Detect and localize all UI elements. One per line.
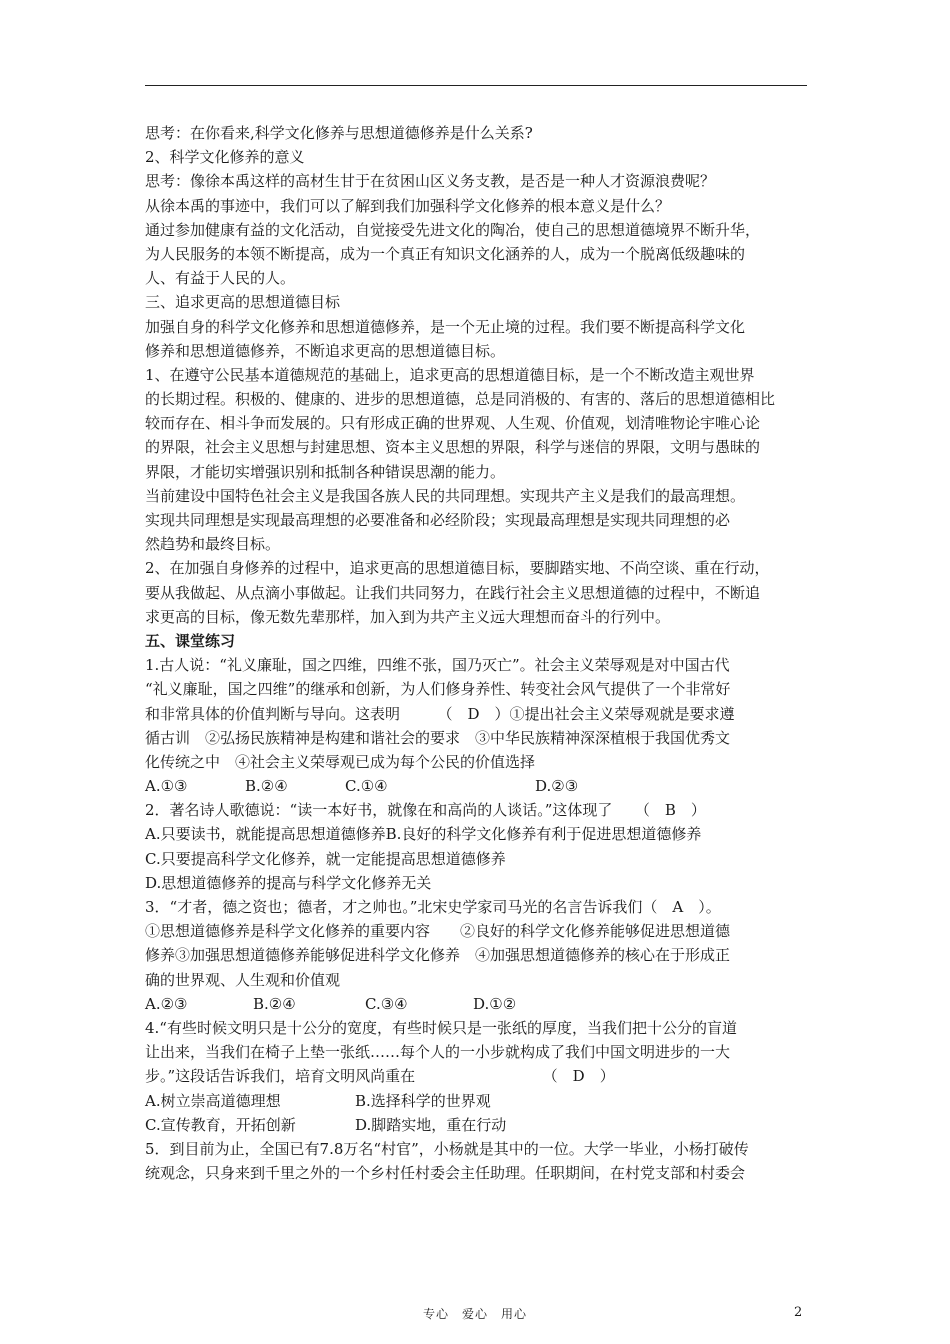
question-2-line: D.思想道德修养的提高与科学文化修养无关 bbox=[145, 873, 432, 892]
question-4-line: 4.“有些时候文明只是十公分的宽度，有些时候只是一张纸的厚度，当我们把十公分的盲道 bbox=[145, 1018, 737, 1037]
text-line: 通过参加健康有益的文化活动，自觉接受先进文化的陶冶，使自己的思想道德境界不断升华， bbox=[145, 220, 761, 239]
text-line: 求更高的目标，像无数先辈那样，加入到为共产主义远大理想而奋斗的行列中。 bbox=[145, 607, 671, 626]
option-a: A.②③ bbox=[145, 994, 188, 1013]
option-b: B.②④ bbox=[253, 994, 296, 1013]
text-line: 的界限，社会主义思想与封建思想、资本主义思想的界限，科学与迷信的界限，文明与愚昧的 bbox=[145, 438, 761, 457]
question-3-line: ①思想道德修养是科学文化修养的重要内容 ②良好的科学文化修养能够促进思想道德 bbox=[145, 922, 731, 941]
text-line: 实现共同理想是实现最高理想的必要准备和必经阶段；实现最高理想是实现共同理想的必 bbox=[145, 511, 731, 529]
text-line: 为人民服务的本领不断提高，成为一个真正有知识文化涵养的人，成为一个脱离低级趣味的 bbox=[145, 244, 746, 263]
exercise-heading: 五、课堂练习 bbox=[145, 631, 236, 650]
text-line: 修养和思想道德修养，不断追求更高的思想道德目标。 bbox=[145, 341, 506, 360]
header-rule bbox=[145, 85, 807, 86]
option-d: D.②③ bbox=[535, 777, 579, 796]
text-line: 当前建设中国特色社会主义是我国各族人民的共同理想。实现共产主义是我们的最高理想。 bbox=[145, 486, 746, 505]
question-4-line: 步。”这段话告诉我们，培育文明风尚重在 （ D ） bbox=[145, 1067, 615, 1086]
page-body bbox=[145, 121, 813, 1185]
text-line: 2、在加强自身修养的过程中，追求更高的思想道德目标，要脚踏实地、不尚空谈、重在行动， bbox=[145, 559, 770, 578]
option-b: B.选择科学的世界观 bbox=[355, 1091, 491, 1110]
option-c: C.宣传教育，开拓创新 bbox=[145, 1115, 296, 1134]
page-footer bbox=[0, 1305, 950, 1325]
question-2-line: C.只要提高科学文化修养，就一定能提高思想道德修养 bbox=[145, 849, 506, 868]
option-b: B.②④ bbox=[245, 777, 288, 796]
option-d: D.脚踏实地，重在行动 bbox=[355, 1115, 507, 1134]
question-3-options bbox=[145, 992, 813, 1016]
text-line: 然趋势和最终目标。 bbox=[145, 535, 281, 554]
question-1-line: 1.古人说：“礼义廉耻，国之四维，四维不张，国乃灭亡”。社会主义荣辱观是对中国古代 bbox=[145, 656, 730, 675]
option-d: D.①② bbox=[473, 994, 517, 1013]
question-4-options bbox=[145, 1089, 813, 1113]
text-line: 思考：在你看来,科学文化修养与思想道德修养是什么关系? bbox=[145, 124, 533, 142]
question-4-line: 让出来，当我们在椅子上垫一张纸……每个人的一小步就构成了我们中国文明进步的一大 bbox=[145, 1043, 731, 1062]
question-1-line: “礼义廉耻，国之四维”的继承和创新，为人们修身养性、转变社会风气提供了一个非常好 bbox=[145, 680, 731, 699]
question-3-line: 修养③加强思想道德修养能够促进科学文化修养 ④加强思想道德修养的核心在于形成正 bbox=[145, 946, 731, 965]
option-c: C.①④ bbox=[345, 777, 388, 796]
text-line: 的长期过程。积极的、健康的、进步的思想道德，总是同消极的、有害的、落后的思想道德相比 bbox=[145, 390, 776, 409]
section-subheading: 2、科学文化修养的意义 bbox=[145, 148, 305, 167]
question-1-line: 循古训 ②弘扬民族精神是构建和谐社会的要求 ③中华民族精神深深植根于我国优秀文 bbox=[145, 728, 731, 747]
text-line: 思考：像徐本禹这样的高材生甘于在贫困山区义务支教，是否是一种人才资源浪费呢？ bbox=[145, 172, 716, 191]
option-a: A.①③ bbox=[145, 777, 188, 796]
page-number: 2 bbox=[794, 1305, 803, 1320]
text-line: 较而存在、相斗争而发展的。只有形成正确的世界观、人生观、价值观，划清唯物论宇唯心论 bbox=[145, 414, 761, 433]
question-1-options bbox=[145, 774, 813, 798]
question-1-line: 化传统之中 ④社会主义荣辱观已成为每个公民的价值选择 bbox=[145, 752, 536, 771]
question-1-line: 和非常具体的价值判断与导向。这表明 （ D ）①提出社会主义荣辱观就是要求遵 bbox=[145, 704, 735, 723]
question-2-line: 2．著名诗人歌德说：“读一本好书，就像在和高尚的人谈话。”这体现了 （ B ） bbox=[145, 801, 706, 820]
footer-motto: 专心 爱心 用心 bbox=[422, 1307, 527, 1321]
option-a: A.树立崇高道德理想 bbox=[145, 1091, 281, 1110]
question-5-line: 统观念，只身来到千里之外的一个乡村任村委会主任助理。任职期间，在村党支部和村委会 bbox=[145, 1164, 746, 1183]
text-line: 从徐本禹的事迹中，我们可以了解到我们加强科学文化修养的根本意义是什么？ bbox=[145, 196, 671, 215]
text-line: 人、有益于人民的人。 bbox=[145, 269, 296, 288]
text-line: 加强自身的科学文化修养和思想道德修养，是一个无止境的过程。我们要不断提高科学文化 bbox=[145, 317, 746, 336]
question-4-options bbox=[145, 1113, 813, 1137]
question-3-line: 确的世界观、人生观和价值观 bbox=[145, 970, 341, 989]
question-5-line: 5．到目前为止，全国已有7.8万名“村官”，小杨就是其中的一位。大学一毕业，小杨打破传 bbox=[145, 1139, 749, 1158]
question-2-line: A.只要读书，就能提高思想道德修养B.良好的科学文化修养有利于促进思想道德修养 bbox=[145, 825, 702, 844]
question-3-line: 3．“才者，德之资也；德者，才之帅也。”北宋史学家司马光的名言告诉我们（ A ）。 bbox=[145, 898, 721, 916]
text-line: 要从我做起、从点滴小事做起。让我们共同努力，在践行社会主义思想道德的过程中，不断追 bbox=[145, 583, 761, 602]
section-heading: 三、追求更高的思想道德目标 bbox=[145, 293, 341, 312]
text-line: 界限，才能切实增强识别和抵制各种错误思潮的能力。 bbox=[145, 462, 506, 481]
text-line: 1、在遵守公民基本道德规范的基础上，追求更高的思想道德目标，是一个不断改造主观世界 bbox=[145, 365, 755, 384]
option-c: C.③④ bbox=[365, 994, 408, 1013]
